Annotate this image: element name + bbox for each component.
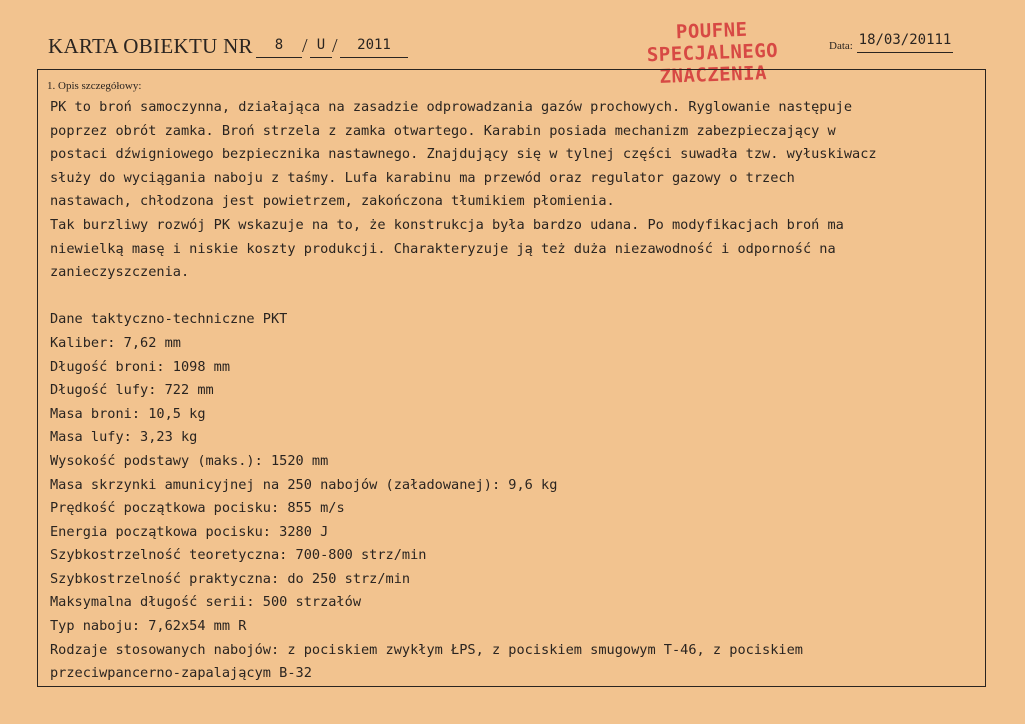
spec-line: Prędkość początkowa pocisku: 855 m/s bbox=[50, 500, 345, 517]
card-content bbox=[50, 96, 975, 686]
spec-line: przeciwpancerno-zapalającym B-32 bbox=[50, 665, 312, 682]
object-number-field: 8 bbox=[256, 35, 302, 58]
description-line: nastawach, chłodzona jest powietrzem, zakończona tłumikiem płomienia. bbox=[50, 193, 615, 210]
spec-line: Maksymalna długość serii: 500 strzałów bbox=[50, 594, 361, 611]
spec-line: Masa skrzynki amunicyjnej na 250 nabojów (załadowanej): 9,6 kg bbox=[50, 476, 558, 493]
paragraph-gap bbox=[50, 285, 975, 309]
description-line: niewielką masę i niskie koszty produkcji. Charakteryzuje ją też duża niezawodność i odporność na bbox=[50, 240, 836, 257]
specs-title: Dane taktyczno-techniczne PKT bbox=[50, 311, 288, 328]
spec-line: Masa lufy: 3,23 kg bbox=[50, 429, 198, 446]
object-year-field: 2011 bbox=[340, 35, 408, 58]
spec-line: Szybkostrzelność teoretyczna: 700-800 strz/min bbox=[50, 547, 427, 564]
series-separator: / bbox=[332, 35, 338, 57]
stamp-line: SPECJALNEGO bbox=[646, 39, 779, 67]
spec-line: Rodzaje stosowanych nabojów: z pociskiem zwykłym ŁPS, z pociskiem smugowym T-46, z pociskiem bbox=[50, 641, 803, 658]
date-label: Data: bbox=[829, 40, 853, 52]
spec-line: Długość broni: 1098 mm bbox=[50, 358, 231, 375]
spec-line: Masa broni: 10,5 kg bbox=[50, 405, 206, 422]
section-label: 1. Opis szczegółowy: bbox=[47, 80, 142, 92]
card-title: KARTA OBIEKTU NR bbox=[48, 34, 253, 58]
description-line: poprzez obrót zamka. Broń strzela z zamka otwartego. Karabin posiada mechanizm zabezpieczający w bbox=[50, 122, 836, 139]
spec-line: Energia początkowa pocisku: 3280 J bbox=[50, 523, 329, 540]
description-line: zanieczyszczenia. bbox=[50, 264, 190, 281]
spec-line: Szybkostrzelność praktyczna: do 250 strz/min bbox=[50, 570, 411, 587]
description-line: postaci dźwigniowego bezpiecznika nastawnego. Znajdujący się w tylnej części suwadła tzw. wyłuskiwacz bbox=[50, 146, 877, 163]
stamp-line: ZNACZENIA bbox=[659, 62, 768, 88]
number-separator: / bbox=[302, 35, 308, 57]
object-series-field: U bbox=[310, 35, 332, 58]
date-value: 18/03/20111 bbox=[857, 30, 953, 53]
description-line: Tak burzliwy rozwój PK wskazuje na to, że konstrukcja była bardzo udana. Po modyfikacjach broń ma bbox=[50, 216, 844, 233]
spec-line: Kaliber: 7,62 mm bbox=[50, 334, 181, 351]
stamp-line: POUFNE bbox=[675, 18, 748, 44]
description-line: PK to broń samoczynna, działająca na zasadzie odprowadzania gazów prochowych. Ryglowanie następuje bbox=[50, 99, 853, 115]
description-line: służy do wyciągania naboju z taśmy. Lufa karabinu ma przewód oraz regulator gazowy o trzech bbox=[50, 169, 795, 186]
spec-line: Długość lufy: 722 mm bbox=[50, 382, 214, 399]
spec-line: Wysokość podstawy (maks.): 1520 mm bbox=[50, 452, 329, 469]
spec-line: Typ naboju: 7,62x54 mm R bbox=[50, 618, 247, 635]
